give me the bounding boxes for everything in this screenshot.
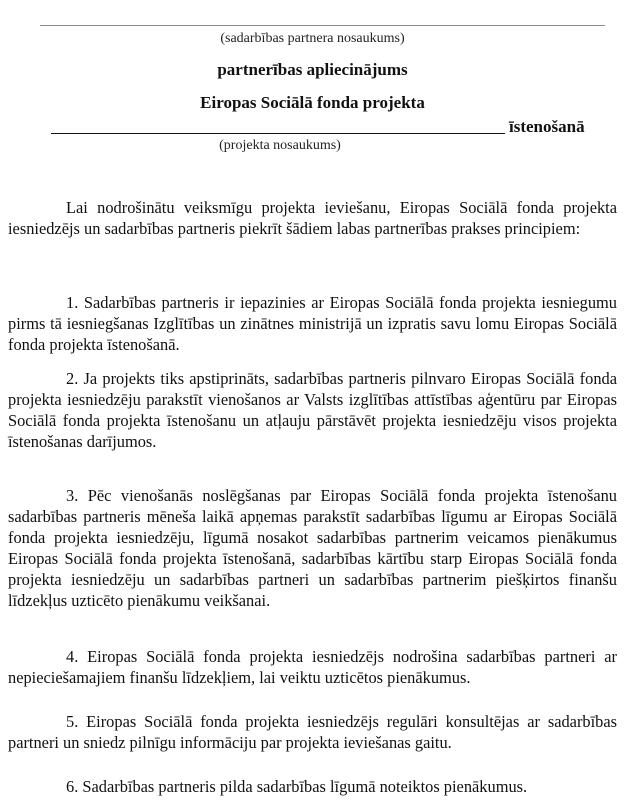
partner-name-blank-line <box>40 25 605 26</box>
document-subtitle: Eiropas Sociālā fonda projekta <box>200 93 425 112</box>
principle-item: 3. Pēc vienošanās noslēgšanas par Eiropas Sociālā fonda projekta īstenošanu sadarbības partneris mēneša laikā apņemas parakstīt sadarbības līgumu ar Eiropas Sociālā fonda projekta iesniedzēju, līgumā nosakot sadarbības partnerim veicamos pienākumus Eiropas Sociālā fonda projekta īstenošanā, sadarbības kārtību starp Eiropas Sociālā fonda projekta iesniedzēju un sadarbības partneri un sadarbības partnerim piešķirtos finanšu līdzekļus uzticēto pienākumu veikšanai. <box>8 486 617 610</box>
principle-item: 1. Sadarbības partneris ir iepazinies ar Eiropas Sociālā fonda projekta iesniegumu pirms tā iesniegšanas Izglītības un zinātnes ministrijā un izpratis savu lomu Eiropas Sociālā fonda projekta īstenošanā. <box>8 293 617 354</box>
intro-paragraph: Lai nodrošinātu veiksmīgu projekta ieviešanu, Eiropas Sociālā fonda projekta iesniedzējs un sadarbības partneris piekrīt šādiem labas partnerības prakses principiem: <box>8 198 617 238</box>
principle-item: 4. Eiropas Sociālā fonda projekta iesniedzējs nodrošina sadarbības partneri ar nepieciešamajiem finanšu līdzekļiem, lai veiktu uzticētos pienākumus. <box>8 647 617 687</box>
principle-item: 2. Ja projekts tiks apstiprināts, sadarbības partneris pilnvaro Eiropas Sociālā fonda projekta iesniedzēju parakstīt vienošanos ar Valsts izglītības attīstības aģentūru par Eiropas Sociālā fonda projekta īstenošanu un atļauju pārstāvēt projekta iesniedzēju visos projekta īstenošanas darījumos. <box>8 369 617 451</box>
project-name-blank-line <box>51 133 505 134</box>
project-name-caption: (projekta nosaukums) <box>219 138 341 153</box>
document-title: partnerības apliecinājums <box>217 60 408 79</box>
title-suffix: īstenošanā <box>509 117 585 136</box>
partner-name-caption: (sadarbības partnera nosaukums) <box>220 31 405 46</box>
principle-item: 6. Sadarbības partneris pilda sadarbības līgumā noteiktos pienākumus. <box>66 777 528 796</box>
principle-item: 5. Eiropas Sociālā fonda projekta iesniedzējs regulāri konsultējas ar sadarbības partneri un sniedz pilnīgu informāciju par projekta ieviešanas gaitu. <box>8 712 617 752</box>
